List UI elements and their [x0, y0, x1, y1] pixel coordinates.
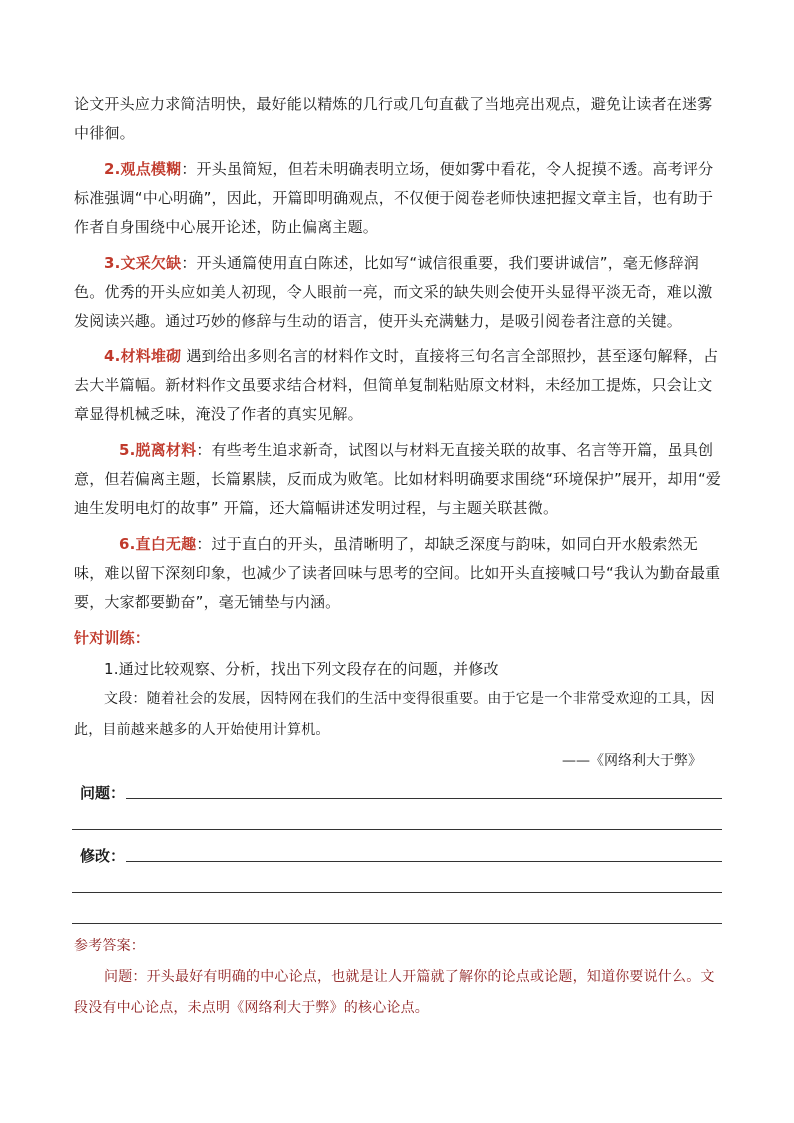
- item-label: 3.文采欠缺: [104, 254, 182, 272]
- intro-paragraph: 论文开头应力求简洁明快，最好能以精炼的几行或几句直截了当地亮出观点，避免让读者在迷雾中徘徊。: [74, 95, 713, 142]
- revise-answer-line-2[interactable]: [72, 892, 722, 893]
- item-text: 开头通篇使用直白陈述，比如写“诚信很重要，我们要讲诚信”，毫无修辞润色。优秀的开头应如美人初现，令人眼前一亮，而文采的缺失则会使开头显得平淡无奇，难以激发阅读兴趣。通过巧妙的修辞与生动的语言，使开头充满魅力，是吸引阅卷者注意的关键。: [74, 254, 713, 330]
- item-text: 有些考生追求新奇，试图以与材料无直接关联的故事、名言等开篇，虽具创意，但若偏离主题，长篇累牍，反而成为败笔。比如材料明确要求围绕“环境保护”展开，却用“爱迪生发明电灯的故事” 开篇，还大篇幅讲述发明过程，与主题关联甚微。: [74, 441, 722, 517]
- item-plain-boring: [74, 530, 724, 617]
- item-label: 4.材料堆砌: [104, 347, 182, 365]
- answer-text: 问题：开头最好有明确的中心论点，也就是让人开篇就了解你的论点或论题，知道你要说什么。文段没有中心论点，未点明《网络利大于弊》的核心论点。: [74, 969, 715, 1016]
- item-off-material: [74, 436, 724, 523]
- item-sep: ：: [181, 254, 197, 272]
- item-sep: ：: [181, 160, 197, 178]
- training-question: 1.通过比较观察、分析，找出下列文段存在的问题，并修改: [104, 660, 499, 678]
- problem-answer-line-2[interactable]: [72, 829, 722, 830]
- item-label: 5.脱离材料: [119, 441, 197, 459]
- item-lacking-style: [74, 249, 724, 336]
- item-sep: ：: [196, 441, 212, 459]
- item-label: 2.观点模糊: [104, 160, 182, 178]
- revise-answer-line-3[interactable]: [72, 923, 722, 924]
- item-text: 遇到给出多则名言的材料作文时，直接将三句名言全部照抄，甚至逐句解释，占去大半篇幅。新材料作文虽要求结合材料，但简单复制粘贴原文材料，未经加工提炼，只会让文章显得机械乏味，淹没了作者的真实见解。: [74, 347, 719, 423]
- item-sep: ：: [196, 535, 212, 553]
- passage-source: ——《网络利大于弊》: [562, 753, 702, 769]
- item-material-piling: [74, 342, 724, 429]
- item-text: 开头虽简短，但若未明确表明立场，便如雾中看花，令人捉摸不透。高考评分标准强调“中心明确”，因此，开篇即明确观点，不仅便于阅卷老师快速把握文章主旨，也有助于作者自身围绕中心展开论述，防止偏离主题。: [74, 160, 714, 236]
- item-viewpoint-vague: [74, 155, 724, 242]
- problem-label: 问题：: [80, 784, 126, 802]
- training-passage: 文段：随着社会的发展，因特网在我们的生活中变得很重要。由于它是一个非常受欢迎的工具，因此，目前越来越多的人开始使用计算机。: [74, 691, 715, 738]
- revise-label: 修改：: [80, 847, 126, 865]
- problem-answer-line[interactable]: [126, 798, 722, 799]
- revise-answer-line[interactable]: [126, 861, 722, 862]
- item-text: 过于直白的开头，虽清晰明了，却缺乏深度与韵味，如同白开水般索然无味，难以留下深刻印象，也减少了读者回味与思考的空间。比如开头直接喊口号“我认为勤奋最重要，大家都要勤奋”，毫无铺垫与内涵。: [74, 535, 721, 611]
- item-label: 6.直白无趣: [119, 535, 197, 553]
- training-title: 针对训练：: [74, 629, 151, 647]
- answer-title: 参考答案：: [74, 938, 145, 954]
